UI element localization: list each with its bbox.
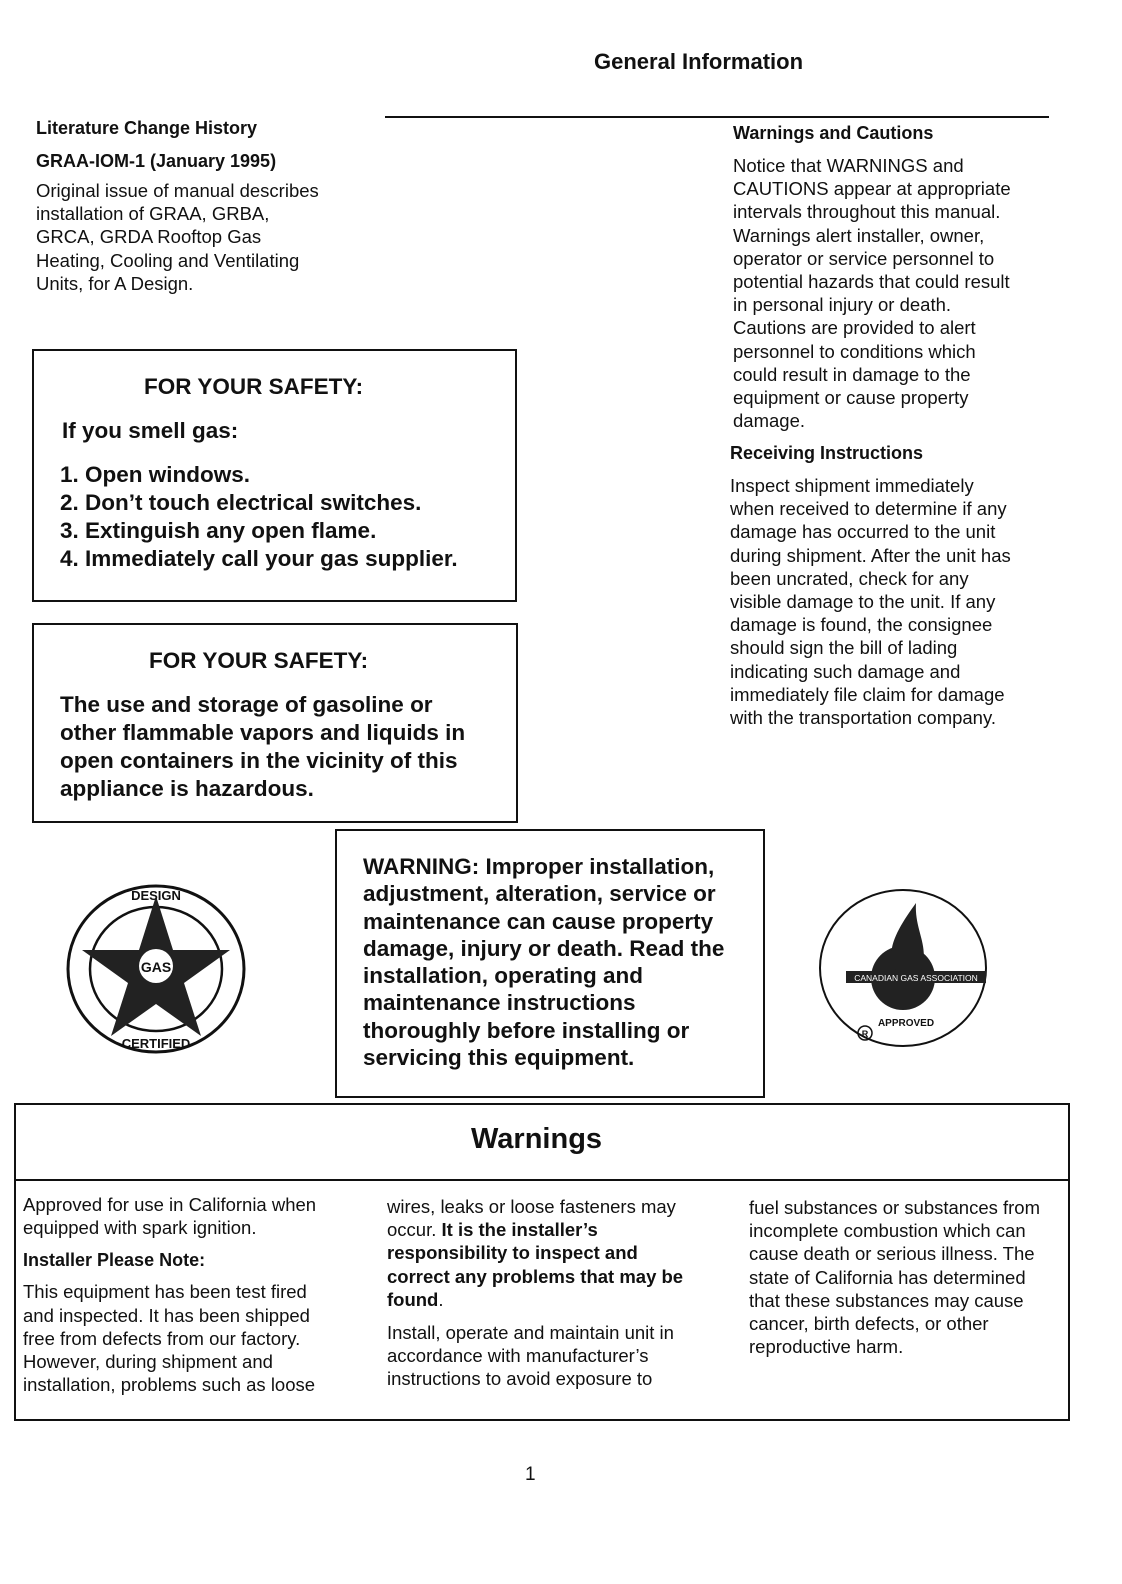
- text-line: maintenance can cause property: [363, 908, 714, 934]
- warnings-column-3: [749, 1196, 1040, 1358]
- installer-note-heading: Installer Please Note:: [23, 1250, 206, 1271]
- text-line: operator or service personnel to: [733, 247, 995, 269]
- text-line: personnel to conditions which: [733, 340, 976, 362]
- warnings-header: [16, 1105, 1068, 1181]
- text-line: Units, for A Design.: [36, 272, 194, 294]
- text-line: cancer, birth defects, or other: [749, 1313, 989, 1335]
- text-line: in personal injury or death.: [733, 294, 952, 316]
- text-span: occur.: [387, 1219, 442, 1241]
- warning-box: [335, 829, 765, 1098]
- cga-approved-logo: [818, 888, 988, 1048]
- text-line: servicing this equipment.: [363, 1045, 635, 1071]
- text-line: installation, operating and: [363, 963, 644, 989]
- text-line: installation of GRAA, GRBA,: [36, 203, 270, 225]
- text-line: accordance with manufacturer’s: [387, 1345, 649, 1367]
- text-line: should sign the bill of lading: [730, 637, 958, 659]
- svg-text:APPROVED: APPROVED: [877, 1018, 935, 1029]
- text-line: instructions to avoid exposure to: [387, 1368, 653, 1390]
- warnings-column-2: [387, 1195, 683, 1391]
- text-line: GRCA, GRDA Rooftop Gas: [36, 226, 262, 248]
- text-line: cause death or serious illness. The: [749, 1243, 1035, 1265]
- text-line: indicating such damage and: [730, 660, 961, 682]
- text-line: Heating, Cooling and Ventilating: [36, 249, 300, 271]
- text-line: intervals throughout this manual.: [733, 201, 1001, 223]
- warnings-title: Warnings: [471, 1123, 603, 1155]
- text-line: incomplete combustion which can: [749, 1220, 1026, 1242]
- header-rule: [385, 116, 1049, 118]
- text-line: with the transportation company.: [730, 707, 996, 729]
- text-line: adjustment, alteration, service or: [363, 881, 716, 907]
- text-line: installation, problems such as loose: [23, 1374, 316, 1396]
- text-line: Install, operate and maintain unit in: [387, 1322, 674, 1344]
- text-line: equipped with spark ignition.: [23, 1217, 257, 1239]
- warnings-box: [14, 1103, 1070, 1421]
- text-line: Inspect shipment immediately: [730, 475, 974, 496]
- text-line: Original issue of manual describes: [36, 180, 319, 201]
- text-line: CAUTIONS appear at appropriate: [733, 178, 1011, 200]
- text-line: Approved for use in California when: [23, 1194, 317, 1215]
- section-heading: Warnings and Cautions: [733, 123, 934, 143]
- text-line: damage is found, the consignee: [730, 614, 993, 636]
- text-span-bold: It is the installer’s: [441, 1219, 598, 1241]
- text-line: Notice that WARNINGS and: [733, 155, 964, 176]
- text-line: damage has occurred to the unit: [730, 521, 996, 543]
- section-heading: Receiving Instructions: [730, 443, 924, 463]
- box-intro: If you smell gas:: [62, 418, 239, 443]
- safety-step: 3. Extinguish any open flame.: [60, 518, 377, 543]
- box-title: FOR YOUR SAFETY:: [149, 648, 369, 673]
- svg-text:CANADIAN GAS ASSOCIATION: CANADIAN GAS ASSOCIATION: [854, 973, 978, 983]
- text-line: other flammable vapors and liquids in: [60, 720, 466, 745]
- svg-text:DESIGN: DESIGN: [131, 888, 181, 903]
- section-subheading: GRAA-IOM-1 (January 1995): [36, 151, 277, 171]
- text-span: .: [438, 1288, 444, 1310]
- text-line: However, during shipment and: [23, 1351, 273, 1373]
- text-line: The use and storage of gasoline or: [60, 692, 433, 717]
- text-line: visible damage to the unit. If any: [730, 591, 996, 613]
- text-line: appliance is hazardous.: [60, 776, 314, 801]
- text-span-bold: found: [387, 1288, 439, 1310]
- text-line: equipment or cause property: [733, 387, 969, 409]
- svg-text:CERTIFIED: CERTIFIED: [121, 1036, 191, 1051]
- receiving-instructions: [730, 441, 1011, 729]
- text-line: when received to determine if any: [730, 498, 1007, 520]
- text-line: damage, injury or death. Read the: [363, 935, 725, 961]
- safety-step: 1. Open windows.: [60, 462, 251, 487]
- text-line: reproductive harm.: [749, 1336, 904, 1358]
- svg-text:GAS: GAS: [140, 959, 172, 975]
- page-number: 1: [525, 1464, 536, 1485]
- text-line: wires, leaks or loose fasteners may: [387, 1196, 676, 1217]
- aga-certified-logo: [66, 884, 246, 1054]
- box-title: FOR YOUR SAFETY:: [144, 374, 364, 399]
- text-line: during shipment. After the unit has: [730, 544, 1011, 566]
- page-title: General Information: [594, 49, 804, 74]
- warnings-and-cautions: [733, 121, 1011, 432]
- text-line: been uncrated, check for any: [730, 567, 969, 589]
- safety-box-gas-smell: [32, 349, 517, 602]
- warnings-column-1: [23, 1193, 316, 1396]
- text-line: fuel substances or substances from: [749, 1197, 1041, 1218]
- text-line: and inspected. It has been shipped: [23, 1304, 310, 1326]
- text-line: that these substances may cause: [749, 1289, 1024, 1311]
- text-line: This equipment has been test fired: [23, 1281, 307, 1303]
- svg-text:R: R: [861, 1029, 869, 1039]
- literature-change-history: [36, 116, 319, 295]
- safety-step: 2. Don’t touch electrical switches.: [60, 490, 422, 515]
- text-line: WARNING: Improper installation,: [363, 854, 715, 879]
- text-line: potential hazards that could result: [733, 271, 1010, 293]
- text-line: free from defects from our factory.: [23, 1327, 301, 1349]
- text-line: state of California has determined: [749, 1266, 1026, 1288]
- text-line: Cautions are provided to alert: [733, 317, 976, 339]
- text-line: correct any problems that may be: [387, 1265, 684, 1287]
- text-line: responsibility to inspect and: [387, 1242, 638, 1264]
- text-line: thoroughly before installing or: [363, 1017, 690, 1043]
- text-line: could result in damage to the: [733, 363, 971, 385]
- text-line: open containers in the vicinity of this: [60, 748, 458, 773]
- text-line: maintenance instructions: [363, 990, 636, 1016]
- text-line: Warnings alert installer, owner,: [733, 224, 985, 246]
- text-line: immediately file claim for damage: [730, 683, 1005, 705]
- section-heading: Literature Change History: [36, 118, 258, 138]
- safety-box-flammable: [32, 623, 518, 823]
- safety-step: 4. Immediately call your gas supplier.: [60, 546, 458, 571]
- text-line: damage.: [733, 410, 805, 432]
